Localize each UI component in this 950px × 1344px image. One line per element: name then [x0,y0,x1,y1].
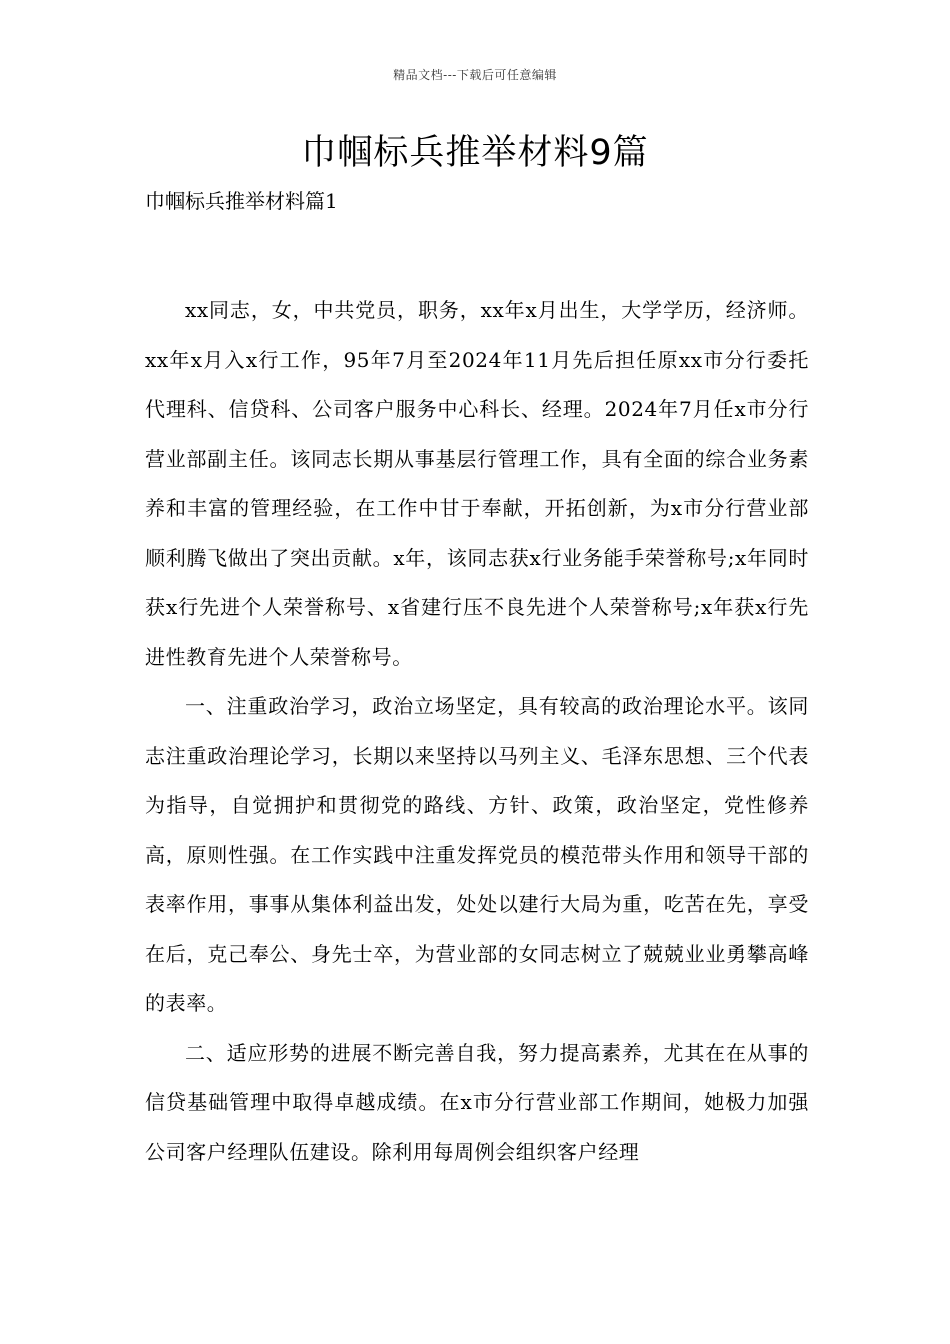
document-body [145,286,809,1177]
paragraph: 一、注重政治学习，政治立场坚定，具有较高的政治理论水平。该同志注重政治理论学习，长期以来坚持以马列主义、毛泽东思想、三个代表为指导，自觉拥护和贯彻党的路线、方针、政策，政治坚定，党性修养高，原则性强。在工作实践中注重发挥党员的模范带头作用和领导干部的表率作用，事事从集体利益出发，处处以建行大局为重，吃苦在先，享受在后，克己奉公、身先士卒，为营业部的女同志树立了兢兢业业勇攀高峰的表率。 [145,694,809,1015]
header-note: 精品文档---下载后可任意编辑 [393,68,557,82]
paragraph: 二、适应形势的进展不断完善自我，努力提高素养，尤其在在从事的信贷基础管理中取得卓越成绩。在x市分行营业部工作期间，她极力加强公司客户经理队伍建设。除利用每周例会组织客户经理 [145,1040,809,1164]
paragraph: xx同志，女，中共党员，职务，xx年x月出生，大学学历，经济师。xx年x月入x行工作，95年7月至2024年11月先后担任原xx市分行委托代理科、信贷科、公司客户服务中心科长、经理。2024年7月任x市分行营业部副主任。该同志长期从事基层行管理工作，具有全面的综合业务素养和丰富的管理经验，在工作中甘于奉献，开拓创新，为x市分行营业部顺利腾飞做出了突出贡献。x年，该同志获x行业务能手荣誉称号;x年同时获x行先进个人荣誉称号、x省建行压不良先进个人荣誉称号;x年获x行先进性教育先进个人荣誉称号。 [145,298,809,669]
document-title: 巾帼标兵推举材料9篇 [301,133,649,173]
section-heading: 巾帼标兵推举材料篇1 [145,189,338,213]
